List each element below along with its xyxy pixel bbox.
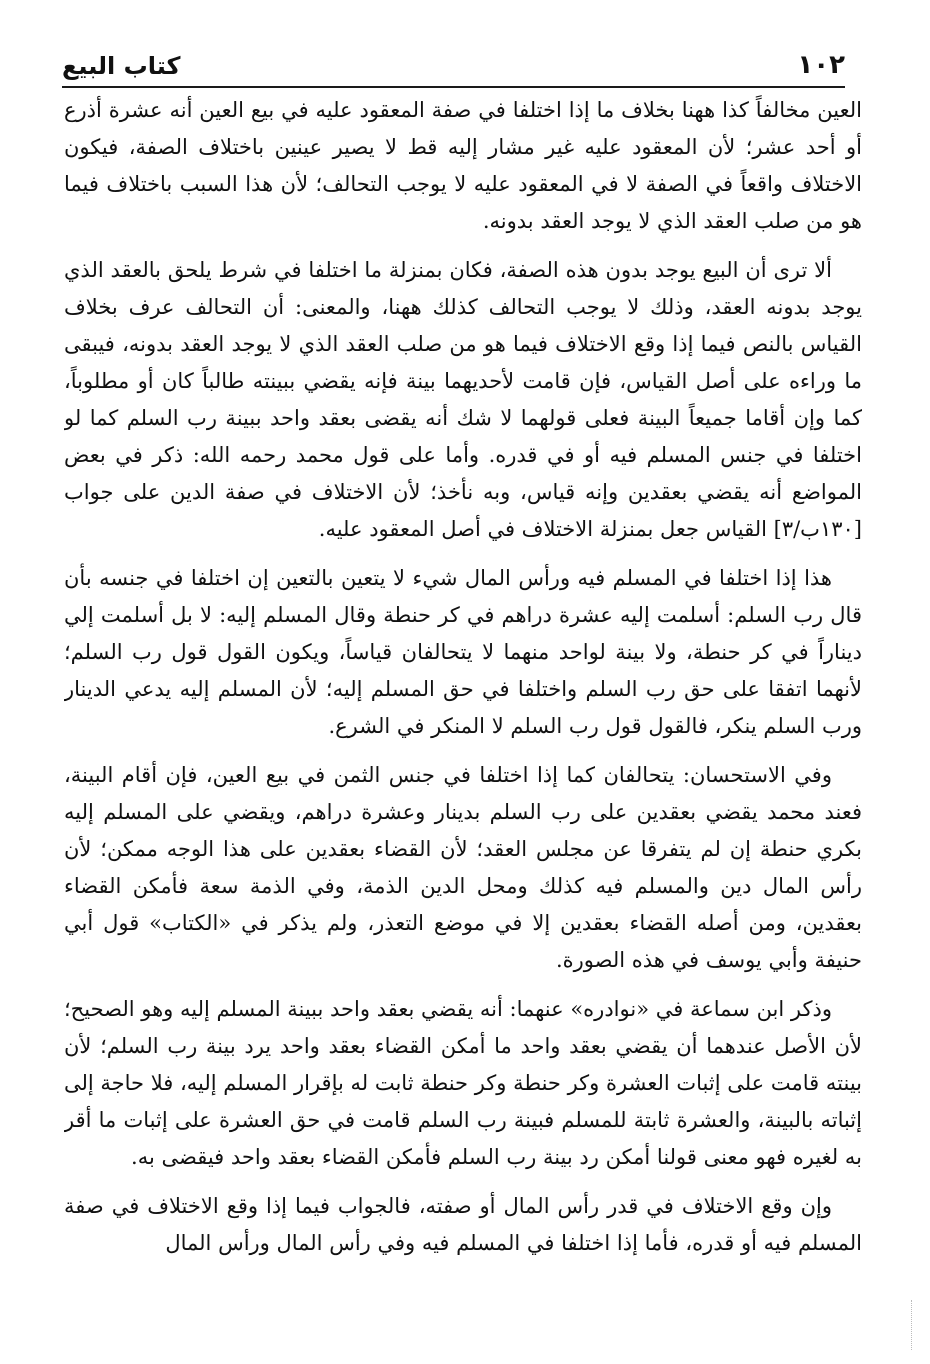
paragraph-3: هذا إذا اختلفا في المسلم فيه ورأس المال شيء لا يتعين بالتعين إن اختلفا في جنسه بأن قال رب السلم: أسلمت إليه عشرة دراهم في كر حنطة وقال المسلم إليه: لا بل أسلمت إلي ديناراً في كر حنطة، ولا بينة لواحد منهما لا يتحالفان قياساً، ويكون القول قول رب السلم؛ لأنهما اتفقا على حق رب السلم واختلفا في حق المسلم إليه؛ لأن المسلم إليه يدعي الدينار ورب السلم ينكر، فالقول قول رب السلم لا المنكر في الشرع. bbox=[64, 566, 862, 738]
paragraph-5: وذكر ابن سماعة في «نوادره» عنهما: أنه يقضي بعقد واحد ببينة المسلم إليه وهو الصحيح؛ لأن الأصل عندهما أن يقضي بعقد واحد ما أمكن القضاء بعقد واحد يرد بينة رب السلم؛ لأن بينته قامت على إثبات العشرة وكر حنطة وكر حنطة ثابت له بإقرار المسلم إليه، فلا حاجة إلى إثباته بالبينة، والعشرة ثابتة للمسلم فبينة رب السلم قامت في حق العشرة على إثبات ما أقر به لغيره فهو معنى قولنا أمكن رد بينة رب السلم فأمكن القضاء بعقد واحد فيقضى به. bbox=[64, 997, 862, 1169]
paragraph-6: وإن وقع الاختلاف في قدر رأس المال أو صفته، فالجواب فيما إذا وقع الاختلاف في صفة المسلم فيه أو قدره، فأما إذا اختلفا في المسلم فيه وفي رأس المال ورأس المال bbox=[64, 1194, 862, 1255]
paragraph-2: ألا ترى أن البيع يوجد بدون هذه الصفة، فكان بمنزلة ما اختلفا في شرط يلحق بالعقد الذي يوجد بدونه العقد، وذلك لا يوجب التحالف كذلك ههنا، والمعنى: أن التحالف عرف بخلاف القياس بالنص فيما إذا وقع الاختلاف فيما هو من صلب العقد الذي لا يوجد العقد بدونه، فيبقى ما وراءه على أصل القياس، فإن قامت لأحديهما بينة فإنه يقضي ببينته طالباً كان أو مطلوباً، كما وإن أقاما جميعاً البينة فعلى قولهما لا شك أنه يقضى بعقد واحد ببينة رب السلم كما لو اختلفا في جنس المسلم فيه أو في قدره. وأما على قول محمد رحمه الله: ذكر في بعض المواضع أنه يقضي بعقدين وإنه قياس، وبه نأخذ؛ لأن الاختلاف في صفة الدين على جواب [١٣٠ب/٣] القياس جعل بمنزلة الاختلاف في أصل المعقود عليه. bbox=[64, 258, 862, 541]
paragraph-1: العين مخالفاً كذا ههنا بخلاف ما إذا اختلفا في صفة المعقود عليه في بيع العين أنه عشرة أذرع أو أحد عشر؛ لأن المعقود عليه غير مشار إليه قط لا يصير عينين باختلاف الصفة، فيكون الاختلاف واقعاً في الصفة لا في المعقود عليه لا يوجب التحالف؛ لأن هذا السبب باختلاف فيما هو من صلب العقد الذي لا يوجد العقد بدونه. bbox=[64, 98, 862, 233]
margin-mark bbox=[903, 1300, 912, 1350]
chapter-title: كتاب البيع bbox=[62, 52, 181, 80]
body-text bbox=[64, 92, 862, 1344]
paragraph-4: وفي الاستحسان: يتحالفان كما إذا اختلفا في جنس الثمن في بيع العين، فإن أقام البينة، فعند محمد يقضي بعقدين على رب السلم بدينار وعشرة دراهم، ويقضي على المسلم إليه بكري حنطة إن لم يتفرقا عن مجلس العقد؛ لأن القضاء بعقدين على هذا الوجه ممكن؛ لأن رأس المال دين والمسلم فيه كذلك ومحل الدين الذمة، وفي الذمة سعة فأمكن القضاء بعقدين، ومن أصله القضاء بعقدين إلا في موضع التعذر، ولم يذكر في «الكتاب» قول أبي حنيفة وأبي يوسف في هذه الصورة. bbox=[64, 763, 862, 972]
running-head bbox=[62, 40, 845, 88]
page-number: ١٠٢ bbox=[797, 50, 845, 80]
